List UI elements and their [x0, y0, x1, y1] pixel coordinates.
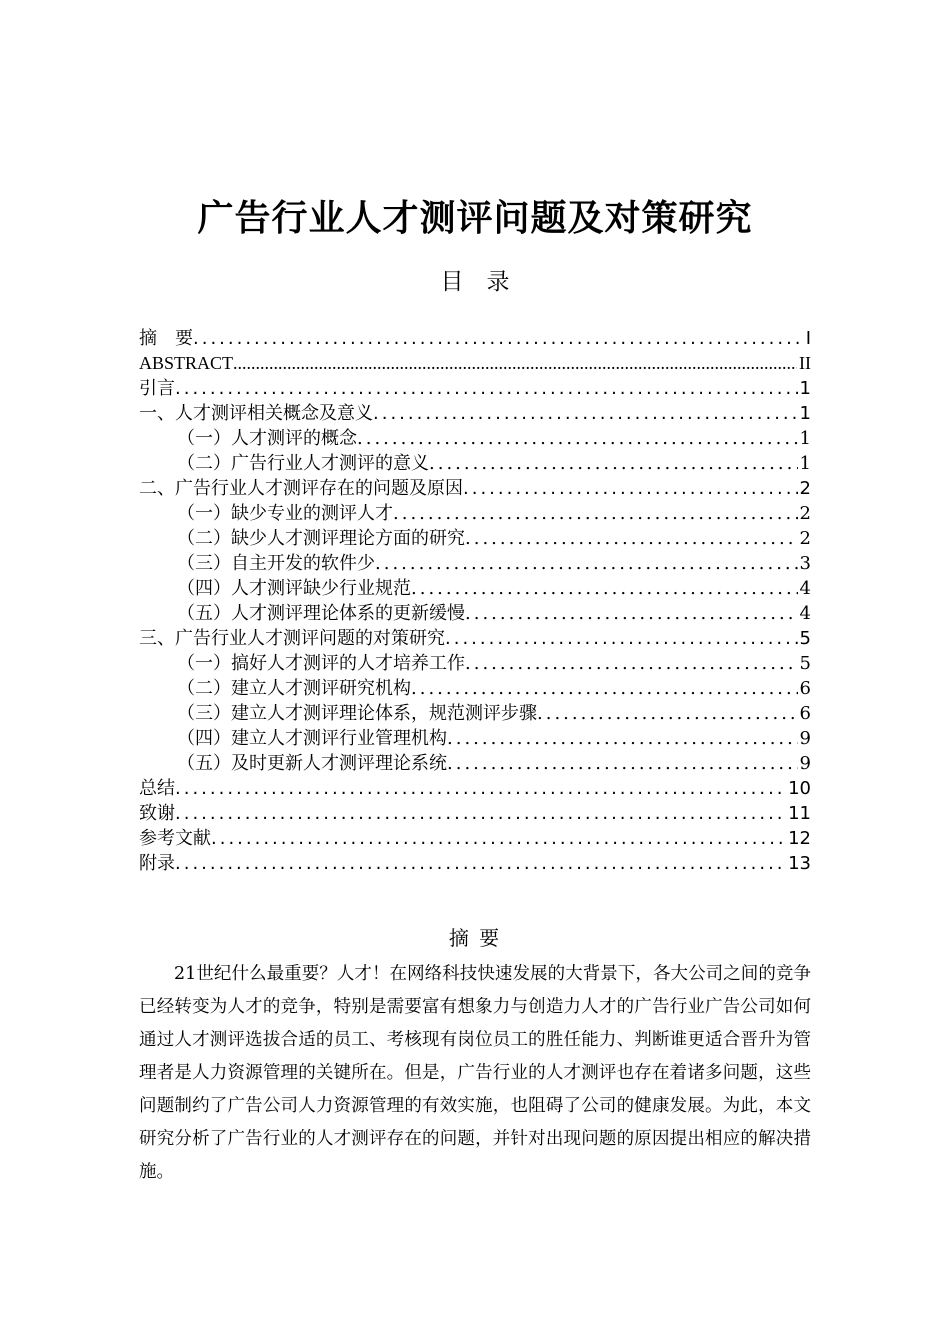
- toc-entry-page: 6: [799, 703, 811, 724]
- toc-entry-title: 引言: [139, 378, 175, 399]
- toc-leader-dots: [445, 626, 798, 651]
- toc-entry-page: 1: [799, 403, 811, 424]
- toc-entry-page: 6: [799, 678, 811, 699]
- toc-leader-dots: [465, 526, 798, 551]
- toc-leader-dots: [175, 376, 798, 401]
- toc-entry[interactable]: [139, 851, 811, 876]
- toc-entry-page: 2: [799, 503, 811, 524]
- toc-leader-dots: [175, 776, 786, 801]
- toc-entry-page: 12: [788, 828, 811, 849]
- toc-entry-page: 11: [788, 803, 811, 824]
- toc-entry[interactable]: [139, 326, 811, 351]
- toc-entry[interactable]: [139, 551, 811, 576]
- toc-entry-title: （五）及时更新人才测评理论系统: [177, 753, 447, 774]
- toc-leader-dots: [465, 601, 798, 626]
- toc-entry-page: 13: [788, 853, 811, 874]
- toc-entry-title: 附录: [139, 853, 175, 874]
- toc-leader-dots: [175, 851, 786, 876]
- toc-entry-page: 9: [799, 728, 811, 749]
- toc-entry[interactable]: [139, 751, 811, 776]
- toc-entry-page: 10: [788, 778, 811, 799]
- toc-entry-page: 2: [799, 478, 811, 499]
- toc-entry-title: 致谢: [139, 803, 175, 824]
- toc-entry-title: （一）人才测评的概念: [177, 428, 357, 449]
- toc-entry-title: 参考文献: [139, 828, 211, 849]
- toc-entry[interactable]: [139, 776, 811, 801]
- toc-entry-title: （二）建立人才测评研究机构: [177, 678, 411, 699]
- toc-entry-title: 二、广告行业人才测评存在的问题及原因: [139, 478, 463, 499]
- toc-entry-title: （三）建立人才测评理论体系，规范测评步骤: [177, 703, 537, 724]
- toc-entry-title: （四）建立人才测评行业管理机构: [177, 728, 447, 749]
- toc-entry[interactable]: [139, 701, 811, 726]
- toc-entry-page: 3: [799, 553, 811, 574]
- toc-leader-dots: [447, 726, 798, 751]
- toc-entry-page: 5: [799, 628, 811, 649]
- toc-leader-dots: [447, 751, 798, 776]
- toc-entry-page: 1: [799, 378, 811, 399]
- toc-leader-dots: [465, 651, 798, 676]
- toc-entry[interactable]: [139, 576, 811, 601]
- toc-entry-page: 4: [799, 603, 811, 624]
- toc-entry[interactable]: [139, 476, 811, 501]
- table-of-contents: [139, 326, 811, 876]
- document-title: 广告行业人才测评问题及对策研究: [197, 197, 753, 239]
- toc-entry-title: （五）人才测评理论体系的更新缓慢: [177, 603, 465, 624]
- toc-entry[interactable]: [139, 676, 811, 701]
- abstract-heading: 摘 要: [448, 926, 502, 950]
- toc-entry-title: ABSTRACT: [139, 353, 234, 373]
- toc-entry[interactable]: [139, 451, 811, 476]
- toc-entry[interactable]: [139, 826, 811, 851]
- toc-entry-page: 1: [799, 453, 811, 474]
- toc-entry-title: （二）广告行业人才测评的意义: [177, 453, 429, 474]
- toc-leader-dots: [393, 501, 798, 526]
- toc-entry[interactable]: [139, 426, 811, 451]
- toc-entry-title: 总结: [139, 778, 175, 799]
- abstract-body: [139, 958, 811, 1189]
- toc-leader-dots: [429, 451, 798, 476]
- toc-entry[interactable]: [139, 726, 811, 751]
- toc-leader-dots: [463, 476, 798, 501]
- toc-entry-page: II: [799, 353, 811, 373]
- toc-entry-title: 三、广告行业人才测评问题的对策研究: [139, 628, 445, 649]
- toc-entry-title: （三）自主开发的软件少: [177, 553, 375, 574]
- toc-leader-dots: [357, 426, 798, 451]
- toc-entry-title: （四）人才测评缺少行业规范: [177, 578, 411, 599]
- toc-entry[interactable]: [139, 801, 811, 826]
- toc-entry-page: 5: [799, 653, 811, 674]
- toc-entry[interactable]: [139, 651, 811, 676]
- toc-entry[interactable]: [139, 526, 811, 551]
- toc-leader-dots: [373, 401, 798, 426]
- toc-entry[interactable]: [139, 626, 811, 651]
- toc-entry-title: 一、人才测评相关概念及意义: [139, 403, 373, 424]
- toc-entry-page: 1: [799, 428, 811, 449]
- toc-heading: 目 录: [440, 269, 510, 295]
- toc-entry[interactable]: [139, 351, 811, 376]
- toc-entry-title: 摘 要: [139, 328, 193, 349]
- toc-entry-title: （一）缺少专业的测评人才: [177, 503, 393, 524]
- toc-leader-dots: [175, 801, 786, 826]
- toc-leader-dots: [193, 326, 804, 351]
- toc-leader-dots: [411, 576, 798, 601]
- toc-entry-page: 4: [799, 578, 811, 599]
- toc-leader-dots: [233, 351, 797, 376]
- toc-entry-title: （一）搞好人才测评的人才培养工作: [177, 653, 465, 674]
- toc-leader-dots: [375, 551, 798, 576]
- toc-leader-dots: [411, 676, 798, 701]
- toc-entry[interactable]: [139, 501, 811, 526]
- abstract-paragraph: 21世纪什么最重要？人才！在网络科技快速发展的大背景下，各大公司之间的竞争已经转变为人才的竞争，特别是需要富有想象力与创造力人才的广告行业广告公司如何通过人才测评选拔合适的员工、考核现有岗位员工的胜任能力、判断谁更适合晋升为管理者是人力资源管理的关键所在。但是，广告行业的人才测评也存在着诸多问题，这些问题制约了广告公司人力资源管理的有效实施，也阻碍了公司的健康发展。为此，本文研究分析了广告行业的人才测评存在的问题，并针对出现问题的原因提出相应的解决措施。: [139, 964, 811, 1182]
- toc-entry-page: I: [805, 328, 811, 349]
- toc-entry-title: （二）缺少人才测评理论方面的研究: [177, 528, 465, 549]
- toc-entry-page: 9: [799, 753, 811, 774]
- toc-entry[interactable]: [139, 401, 811, 426]
- toc-entry[interactable]: [139, 376, 811, 401]
- toc-entry-page: 2: [799, 528, 811, 549]
- toc-leader-dots: [537, 701, 798, 726]
- toc-entry[interactable]: [139, 601, 811, 626]
- toc-leader-dots: [211, 826, 786, 851]
